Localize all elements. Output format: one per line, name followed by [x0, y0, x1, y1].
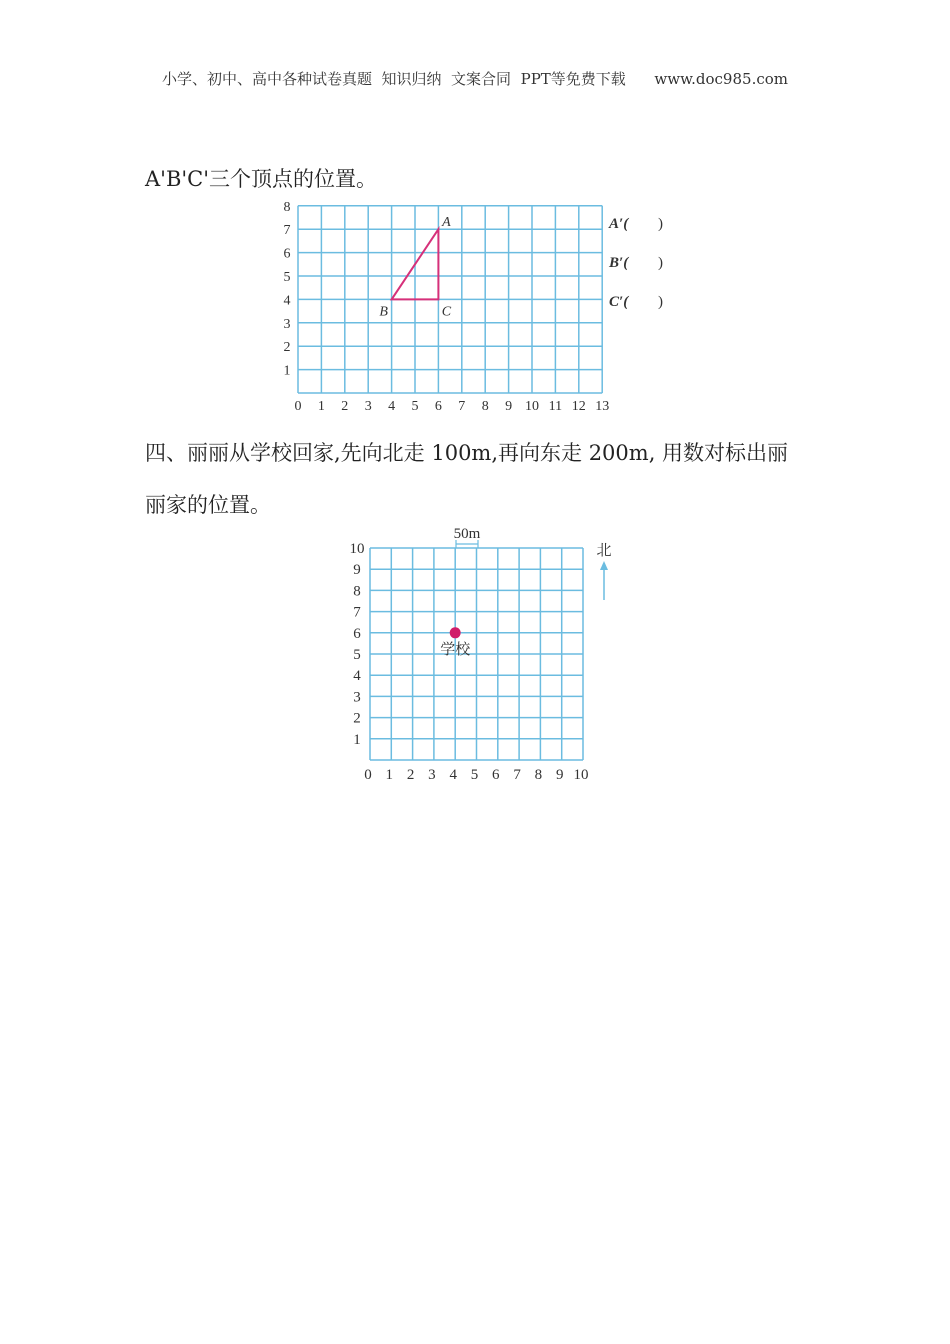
y-tick-label: 3: [353, 689, 361, 706]
answer-close-paren: ): [658, 294, 663, 310]
y-tick-label: 4: [353, 668, 361, 685]
x-tick-label: 3: [428, 767, 436, 783]
x-tick-label: 1: [385, 767, 394, 783]
y-tick-label: 7: [283, 223, 291, 239]
x-tick-label: 8: [534, 767, 543, 783]
y-tick-label: 7: [353, 604, 361, 621]
answer-label: B′(: [609, 255, 629, 271]
y-tick-label: 8: [283, 199, 291, 215]
y-tick-label: 9: [353, 562, 361, 579]
x-tick-label: 7: [513, 767, 521, 783]
x-tick-label: 6: [492, 767, 500, 783]
north-label: 北: [596, 543, 612, 559]
x-tick-label: 13: [595, 399, 610, 414]
answer-blanks: [608, 216, 663, 310]
x-tick-label: 2: [406, 767, 415, 783]
x-tick-label: 0: [364, 767, 372, 783]
vertex-label-a: A: [442, 215, 451, 231]
x-tick-label: 9: [505, 399, 513, 414]
school-label: 学校: [440, 641, 471, 658]
x-tick-label: 8: [481, 399, 489, 414]
answer-close-paren: ): [658, 216, 663, 232]
y-tick-label: 6: [353, 625, 361, 642]
answer-label: C′(: [609, 294, 629, 310]
question-3-tail-text: A'B'C'三个顶点的位置。: [145, 167, 377, 191]
x-tick-label: 11: [548, 399, 563, 414]
question-4-line1: 四、丽丽从学校回家,先向北走 100m,再向东走 200m, 用数对标出丽: [145, 441, 789, 465]
x-tick-label: 0: [294, 399, 302, 414]
y-axis-ticks: [284, 200, 291, 379]
x-tick-label: 7: [458, 399, 466, 414]
x-tick-label: 4: [388, 399, 396, 414]
y-tick-label: 5: [283, 270, 291, 285]
x-tick-label: 10: [573, 767, 589, 783]
y-tick-label: 1: [283, 363, 291, 379]
y-tick-label: 5: [353, 647, 361, 663]
x-tick-label: 10: [525, 399, 539, 414]
x-tick-label: 4: [449, 767, 457, 783]
page-header: 小学、初中、高中各种试卷真题 知识归纳 文案合同 PPT等免费下载 www.doc985.com: [161, 70, 788, 88]
y-tick-label: 4: [283, 293, 291, 309]
x-axis-ticks: [295, 399, 610, 414]
x-tick-label: 2: [341, 399, 349, 414]
x-tick-label: 3: [364, 399, 372, 414]
y-tick-label: 2: [353, 710, 361, 727]
x-tick-label: 12: [571, 399, 586, 414]
x-tick-label: 6: [434, 399, 442, 414]
answer-close-paren: ): [658, 255, 663, 271]
y-tick-label: 10: [349, 541, 365, 557]
answer-label: A′(: [609, 216, 629, 232]
question-4-line2: 丽家的位置。: [145, 493, 271, 517]
scale-label: 50m: [453, 526, 481, 542]
y-tick-label: 3: [283, 316, 291, 332]
x-tick-label: 5: [470, 767, 479, 783]
y-tick-label: 6: [283, 246, 291, 262]
x-tick-label: 1: [317, 399, 325, 414]
x-tick-label: 5: [411, 399, 419, 414]
y-tick-label: 1: [353, 731, 361, 748]
vertex-label-b: B: [379, 304, 388, 320]
y-tick-label: 2: [283, 340, 291, 356]
vertex-label-c: C: [441, 304, 452, 320]
grid-lines: [298, 206, 602, 393]
y-tick-label: 8: [353, 583, 361, 600]
x-tick-label: 9: [555, 767, 564, 783]
